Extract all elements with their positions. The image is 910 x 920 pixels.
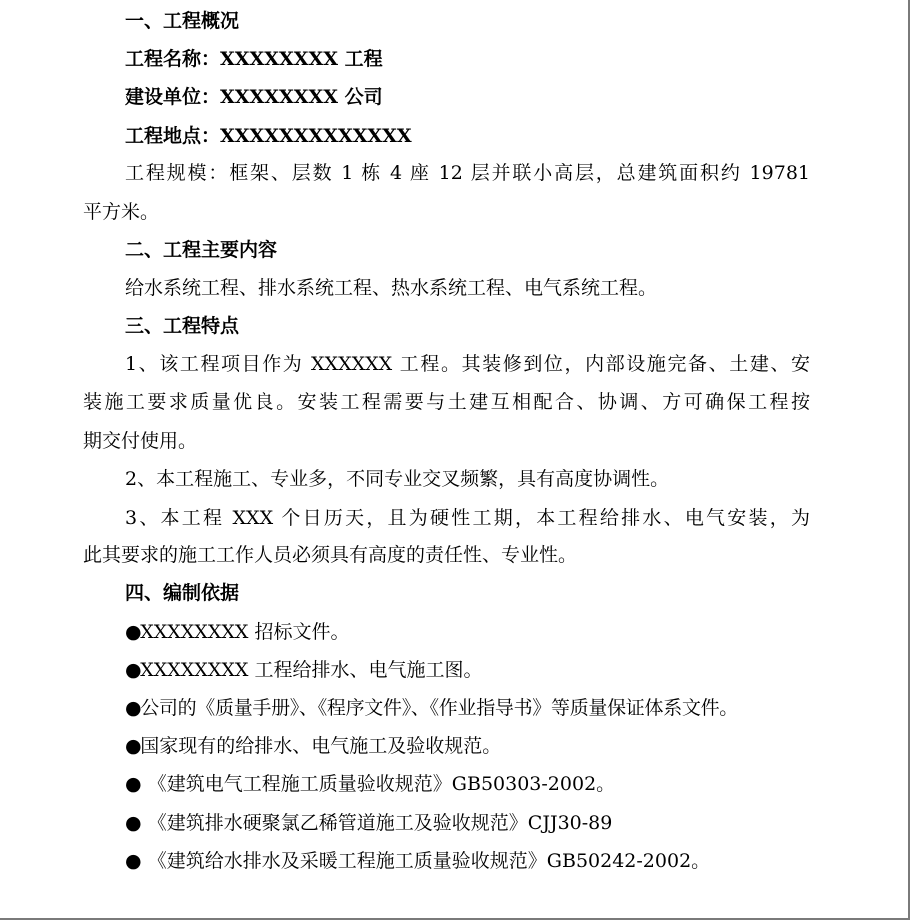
basis-item bbox=[125, 696, 738, 720]
bullet-icon: ● bbox=[125, 735, 142, 757]
project-name-value: XXXXXXXX 工程 bbox=[220, 48, 383, 70]
builder-value: XXXXXXXX 公司 bbox=[220, 86, 383, 108]
feature-3-line1: 3、本工程 XXX 个日历天，且为硬性工期，本工程给排水、电气安装，为 bbox=[125, 507, 810, 529]
basis-item-text: XXXXXXXX 工程给排水、电气施工图。 bbox=[140, 659, 483, 681]
project-scale-line1: 工程规模：框架、层数 1 栋 4 座 12 层并联小高层，总建筑面积约 19781 bbox=[125, 162, 810, 184]
feature-1-line2: 装施工要求质量优良。安装工程需要与土建互相配合、协调、方可确保工程按 bbox=[83, 391, 810, 413]
basis-item-text: 公司的《质量手册》、《程序文件》、《作业指导书》等质量保证体系文件。 bbox=[140, 697, 738, 719]
basis-item-text: XXXXXXXX 招标文件。 bbox=[140, 621, 350, 643]
bullet-icon: ● bbox=[125, 697, 142, 719]
location-line bbox=[125, 124, 412, 148]
bullet-icon: ● bbox=[125, 850, 142, 872]
project-scale-line2: 平方米。 bbox=[83, 201, 160, 223]
basis-item-text: 国家现有的给排水、电气施工及验收规范。 bbox=[140, 735, 502, 757]
bullet-icon: ● bbox=[125, 773, 142, 795]
section-heading-basis: 四、编制依据 bbox=[125, 582, 240, 604]
section-heading-main-content: 二、工程主要内容 bbox=[125, 239, 278, 261]
section-heading-overview: 一、工程概况 bbox=[125, 10, 240, 32]
basis-item bbox=[125, 772, 615, 796]
builder-line bbox=[125, 85, 383, 109]
feature-1-line1: 1、该工程项目作为 XXXXXX 工程。其装修到位，内部设施完备、土建、安 bbox=[125, 353, 810, 375]
builder-label: 建设单位： bbox=[125, 86, 221, 108]
main-content-text: 给水系统工程、排水系统工程、热水系统工程、电气系统工程。 bbox=[125, 277, 658, 299]
feature-3-line2: 此其要求的施工工作人员必须具有高度的责任性、专业性。 bbox=[83, 544, 578, 566]
bullet-icon: ● bbox=[125, 659, 142, 681]
basis-item bbox=[125, 849, 710, 873]
location-label: 工程地点： bbox=[125, 125, 221, 147]
basis-item bbox=[125, 734, 501, 758]
bullet-icon: ● bbox=[125, 812, 142, 834]
project-name-label: 工程名称： bbox=[125, 48, 221, 70]
feature-2: 2、本工程施工、专业多，不同专业交叉频繁，具有高度协调性。 bbox=[125, 468, 670, 490]
project-name-line bbox=[125, 47, 383, 71]
basis-item bbox=[125, 620, 349, 644]
basis-item-text: 《建筑给水排水及采暖工程施工质量验收规范》GB50242-2002。 bbox=[147, 850, 711, 872]
bullet-icon: ● bbox=[125, 621, 142, 643]
section-heading-features: 三、工程特点 bbox=[125, 315, 240, 337]
basis-item-text: 《建筑电气工程施工质量验收规范》GB50303-2002。 bbox=[147, 773, 616, 795]
basis-item-text: 《建筑排水硬聚氯乙稀管道施工及验收规范》CJJ30-89 bbox=[147, 812, 613, 834]
location-value: XXXXXXXXXXXXX bbox=[220, 125, 412, 147]
basis-item bbox=[125, 658, 482, 682]
basis-item bbox=[125, 811, 612, 835]
feature-1-line3: 期交付使用。 bbox=[83, 430, 198, 452]
